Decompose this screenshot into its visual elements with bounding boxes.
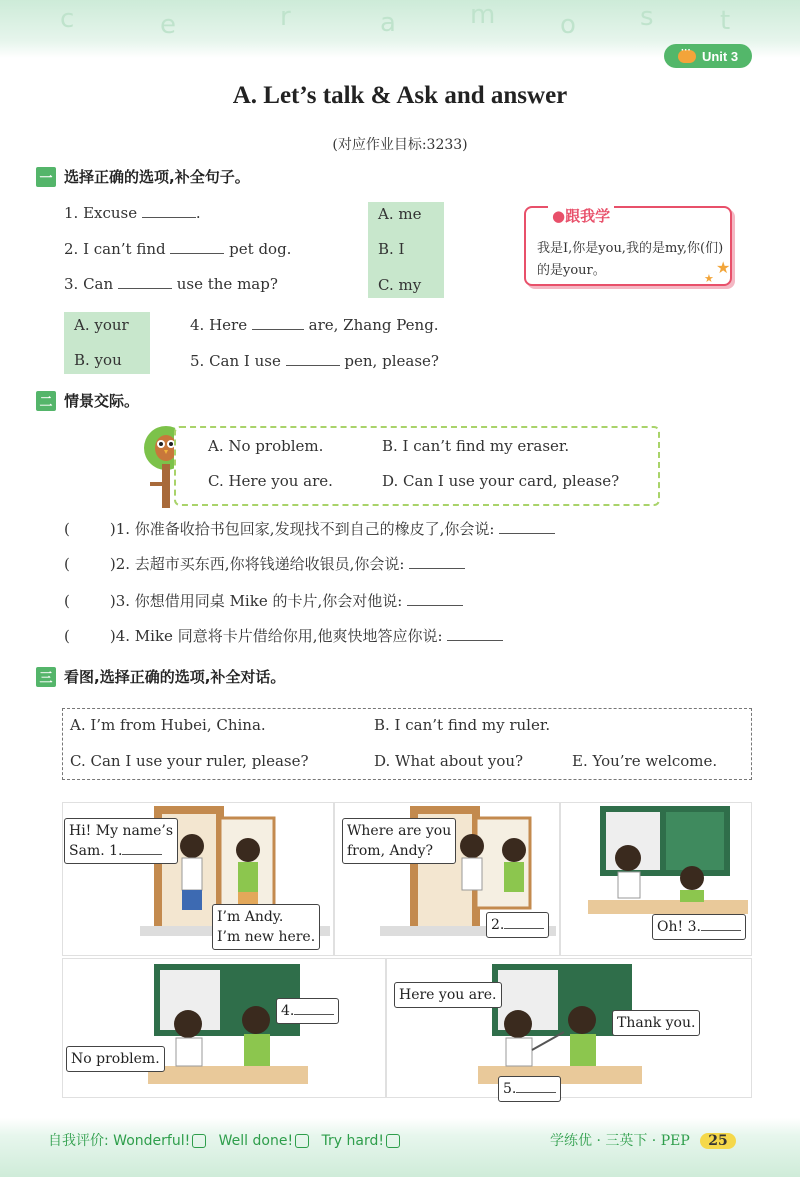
- option-b-you: B. you: [74, 351, 122, 369]
- page-number: 25: [700, 1133, 735, 1149]
- book-title: 学练优 · 三英下 · PEP: [550, 1133, 690, 1149]
- s2-item-1: [64, 518, 555, 539]
- q5-end: pen, please?: [344, 352, 439, 370]
- section2-title: 情景交际。: [64, 392, 140, 410]
- p4-blank[interactable]: [294, 1001, 334, 1015]
- unit-label: Unit 3: [701, 48, 739, 64]
- s3-option-b: B. I can’t find my ruler.: [374, 716, 551, 734]
- q5-blank[interactable]: [286, 352, 340, 366]
- p2-line1: Where are you: [347, 823, 452, 839]
- option-a-me: A. me: [378, 205, 422, 223]
- section1-title: 选择正确的选项,补全句子。: [64, 168, 250, 186]
- q3-blank[interactable]: [118, 275, 172, 289]
- p1-bubble-sam: [64, 818, 178, 864]
- q1-blank[interactable]: [142, 204, 196, 218]
- q2-blank[interactable]: [170, 240, 224, 254]
- top-decor-band: c e r a m o s t: [0, 0, 800, 58]
- q4-end: are, Zhang Peng.: [308, 316, 439, 334]
- p4-num: 4.: [281, 1003, 295, 1019]
- p2-line2: from, Andy?: [347, 843, 433, 859]
- p5-here-text: Here you are.: [399, 987, 497, 1003]
- star-icon: ★: [716, 258, 731, 277]
- option-b-i: B. I: [378, 240, 405, 258]
- s3-option-c: C. Can I use your ruler, please?: [70, 752, 309, 770]
- section2-number: 二: [36, 391, 56, 411]
- q5-text: 5. Can I use: [190, 352, 281, 370]
- question-1: [64, 204, 201, 222]
- question-4: [190, 316, 439, 334]
- bracket-open: (: [64, 555, 70, 573]
- page-title: A. Let’s talk & Ask and answer: [232, 82, 568, 109]
- p3-bubble: [652, 914, 746, 940]
- section2-heading: [36, 390, 139, 411]
- option-c-my: C. my: [378, 276, 422, 294]
- question-2: [64, 240, 291, 258]
- p4-bubble-answer: [66, 1046, 165, 1072]
- p5-bubble-here: [394, 982, 502, 1008]
- page-subtitle: (对应作业目标:3233): [332, 137, 468, 153]
- s2-item-1-text: 1. 你准备收拾书包回家,发现找不到自己的橡皮了,你会说:: [115, 520, 495, 538]
- s2-item-4-blank[interactable]: [447, 627, 503, 641]
- tip-label: [548, 205, 614, 226]
- eval-welldone-label: Well done!: [218, 1133, 294, 1149]
- s2-item-3-text: 3. 你想借用同桌 Mike 的卡片,你会对他说:: [115, 592, 403, 610]
- q3-end: use the map?: [176, 275, 278, 293]
- q4-text: 4. Here: [190, 316, 248, 334]
- eval-tryhard-checkbox[interactable]: [386, 1134, 400, 1148]
- s2-item-1-blank[interactable]: [499, 520, 555, 534]
- eval-welldone-checkbox[interactable]: [295, 1134, 309, 1148]
- section3-title: 看图,选择正确的选项,补全对话。: [64, 668, 286, 686]
- p2-answer-num: 2.: [491, 917, 505, 933]
- s2-item-2-blank[interactable]: [409, 555, 465, 569]
- question-5: [190, 352, 439, 370]
- s2-option-d: D. Can I use your card, please?: [382, 472, 620, 490]
- p1-andy-line1: I’m Andy.: [217, 909, 284, 925]
- p5-bubble-thanks: [612, 1010, 700, 1036]
- p2-bubble-answer: [486, 912, 549, 938]
- question-3: [64, 275, 278, 293]
- star-icon-small: ★: [704, 272, 714, 285]
- bracket-open: (: [64, 520, 70, 538]
- section1-heading: [36, 166, 250, 187]
- p2-blank[interactable]: [504, 915, 544, 929]
- p2-bubble-question: [342, 818, 456, 864]
- s2-item-2-text: 2. 去超市买东西,你将钱递给收银员,你会说:: [115, 555, 405, 573]
- bracket-open: (: [64, 592, 70, 610]
- p3-line: Oh! 3.: [657, 919, 701, 935]
- tip-text: 我是I,你是you,我的是my,你(们)的是your。: [537, 241, 724, 278]
- unit-badge: [664, 44, 752, 68]
- s2-item-4-text: 4. Mike 同意将卡片借给你用,他爽快地答应你说:: [115, 627, 443, 645]
- p1-bubble-line2: Sam. 1.: [69, 843, 123, 859]
- q2-text: 2. I can’t find: [64, 240, 166, 258]
- q2-end: pet dog.: [229, 240, 292, 258]
- s2-item-3-blank[interactable]: [407, 592, 463, 606]
- p5-thanks-text: Thank you.: [617, 1015, 696, 1031]
- p4-answer: No problem.: [71, 1051, 160, 1067]
- p1-andy-line2: I’m new here.: [217, 929, 316, 945]
- p5-bubble-answer: [498, 1076, 561, 1102]
- s3-option-d: D. What about you?: [374, 752, 524, 770]
- s2-option-a: A. No problem.: [208, 437, 324, 455]
- section1-number: 一: [36, 167, 56, 187]
- s3-option-e: E. You’re welcome.: [572, 752, 718, 770]
- eval-wonderful-label: Wonderful!: [113, 1133, 191, 1149]
- p4-bubble-question: [276, 998, 339, 1024]
- s2-option-b: B. I can’t find my eraser.: [382, 437, 570, 455]
- section3-number: 三: [36, 667, 56, 687]
- section3-heading: [36, 666, 285, 687]
- p1-blank[interactable]: [122, 841, 162, 855]
- bracket-close: ): [109, 592, 116, 610]
- self-evaluation: [48, 1130, 408, 1150]
- bracket-close: ): [109, 555, 116, 573]
- p3-blank[interactable]: [701, 917, 741, 931]
- s2-item-2: [64, 553, 465, 574]
- eval-wonderful-checkbox[interactable]: [192, 1134, 206, 1148]
- q1-end: .: [195, 204, 201, 222]
- p1-bubble-andy: [212, 904, 320, 950]
- bracket-close: ): [109, 627, 116, 645]
- apple-icon: ●: [552, 207, 566, 225]
- p1-bubble-line1: Hi! My name’s: [69, 823, 174, 839]
- q4-blank[interactable]: [252, 316, 304, 330]
- tip-label-text: 跟我学: [565, 207, 611, 225]
- chat-bubble-icon: [678, 50, 696, 63]
- option-a-your: A. your: [74, 316, 129, 334]
- footer-book-info: [550, 1130, 736, 1150]
- bracket-close: ): [109, 520, 116, 538]
- desk-scene-4: [148, 962, 308, 1096]
- s2-option-c: C. Here you are.: [208, 472, 333, 490]
- eval-tryhard-label: Try hard!: [321, 1133, 384, 1149]
- bracket-open: (: [64, 627, 70, 645]
- p5-num: 5.: [503, 1081, 517, 1097]
- s3-option-a: A. I’m from Hubei, China.: [70, 716, 266, 734]
- q1-text: 1. Excuse: [64, 204, 138, 222]
- q3-text: 3. Can: [64, 275, 114, 293]
- self-eval-label: 自我评价:: [48, 1133, 109, 1149]
- s2-item-4: [64, 625, 503, 646]
- p5-blank[interactable]: [516, 1079, 556, 1093]
- s2-item-3: [64, 590, 463, 611]
